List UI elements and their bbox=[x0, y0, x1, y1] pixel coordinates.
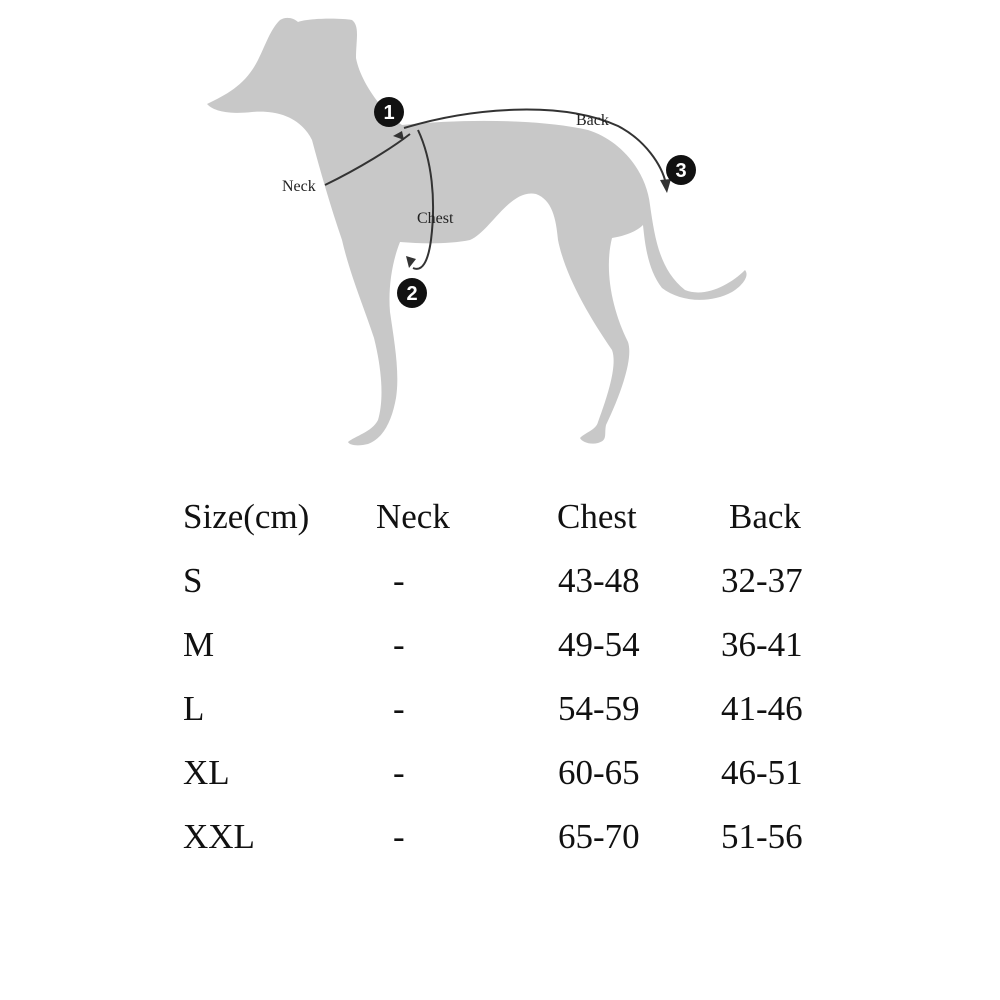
neck-cell: - bbox=[393, 625, 405, 664]
size-cell: S bbox=[183, 561, 203, 600]
neck-cell: - bbox=[393, 561, 405, 600]
back-label: Back bbox=[576, 112, 609, 129]
neck-cell: - bbox=[393, 753, 405, 792]
table-row bbox=[183, 815, 863, 879]
table-header-row bbox=[183, 495, 863, 559]
table-row bbox=[183, 687, 863, 751]
marker-1-badge bbox=[374, 97, 404, 127]
header-size: Size(cm) bbox=[183, 497, 310, 536]
marker-2-number: 2 bbox=[406, 283, 418, 305]
marker-3-badge bbox=[666, 155, 696, 185]
marker-1-number: 1 bbox=[383, 102, 395, 124]
header-neck: Neck bbox=[376, 497, 450, 536]
neck-label: Neck bbox=[282, 178, 316, 195]
marker-3-number: 3 bbox=[675, 160, 687, 182]
back-cell: 46-51 bbox=[721, 753, 803, 792]
chest-cell: 54-59 bbox=[558, 689, 640, 728]
size-cell: XXL bbox=[183, 817, 255, 856]
header-back: Back bbox=[729, 497, 801, 536]
chest-label: Chest bbox=[417, 210, 454, 227]
marker-2-badge bbox=[397, 278, 427, 308]
back-cell: 32-37 bbox=[721, 561, 803, 600]
dog-silhouette bbox=[207, 18, 747, 445]
chest-cell: 60-65 bbox=[558, 753, 640, 792]
measurement-diagram bbox=[0, 0, 1000, 470]
back-arrow-icon bbox=[660, 179, 671, 193]
table-row bbox=[183, 751, 863, 815]
back-cell: 51-56 bbox=[721, 817, 803, 856]
size-cell: M bbox=[183, 625, 215, 664]
chest-arrow-icon bbox=[406, 256, 416, 268]
dog-measurement-illustration bbox=[0, 0, 1000, 470]
size-cell: XL bbox=[183, 753, 230, 792]
table-row bbox=[183, 623, 863, 687]
chest-cell: 49-54 bbox=[558, 625, 640, 664]
table-row bbox=[183, 559, 863, 623]
size-cell: L bbox=[183, 689, 205, 728]
chest-cell: 43-48 bbox=[558, 561, 640, 600]
back-cell: 36-41 bbox=[721, 625, 803, 664]
header-chest: Chest bbox=[557, 497, 637, 536]
back-cell: 41-46 bbox=[721, 689, 803, 728]
neck-cell: - bbox=[393, 817, 405, 856]
size-table bbox=[183, 495, 863, 879]
neck-cell: - bbox=[393, 689, 405, 728]
chest-cell: 65-70 bbox=[558, 817, 640, 856]
